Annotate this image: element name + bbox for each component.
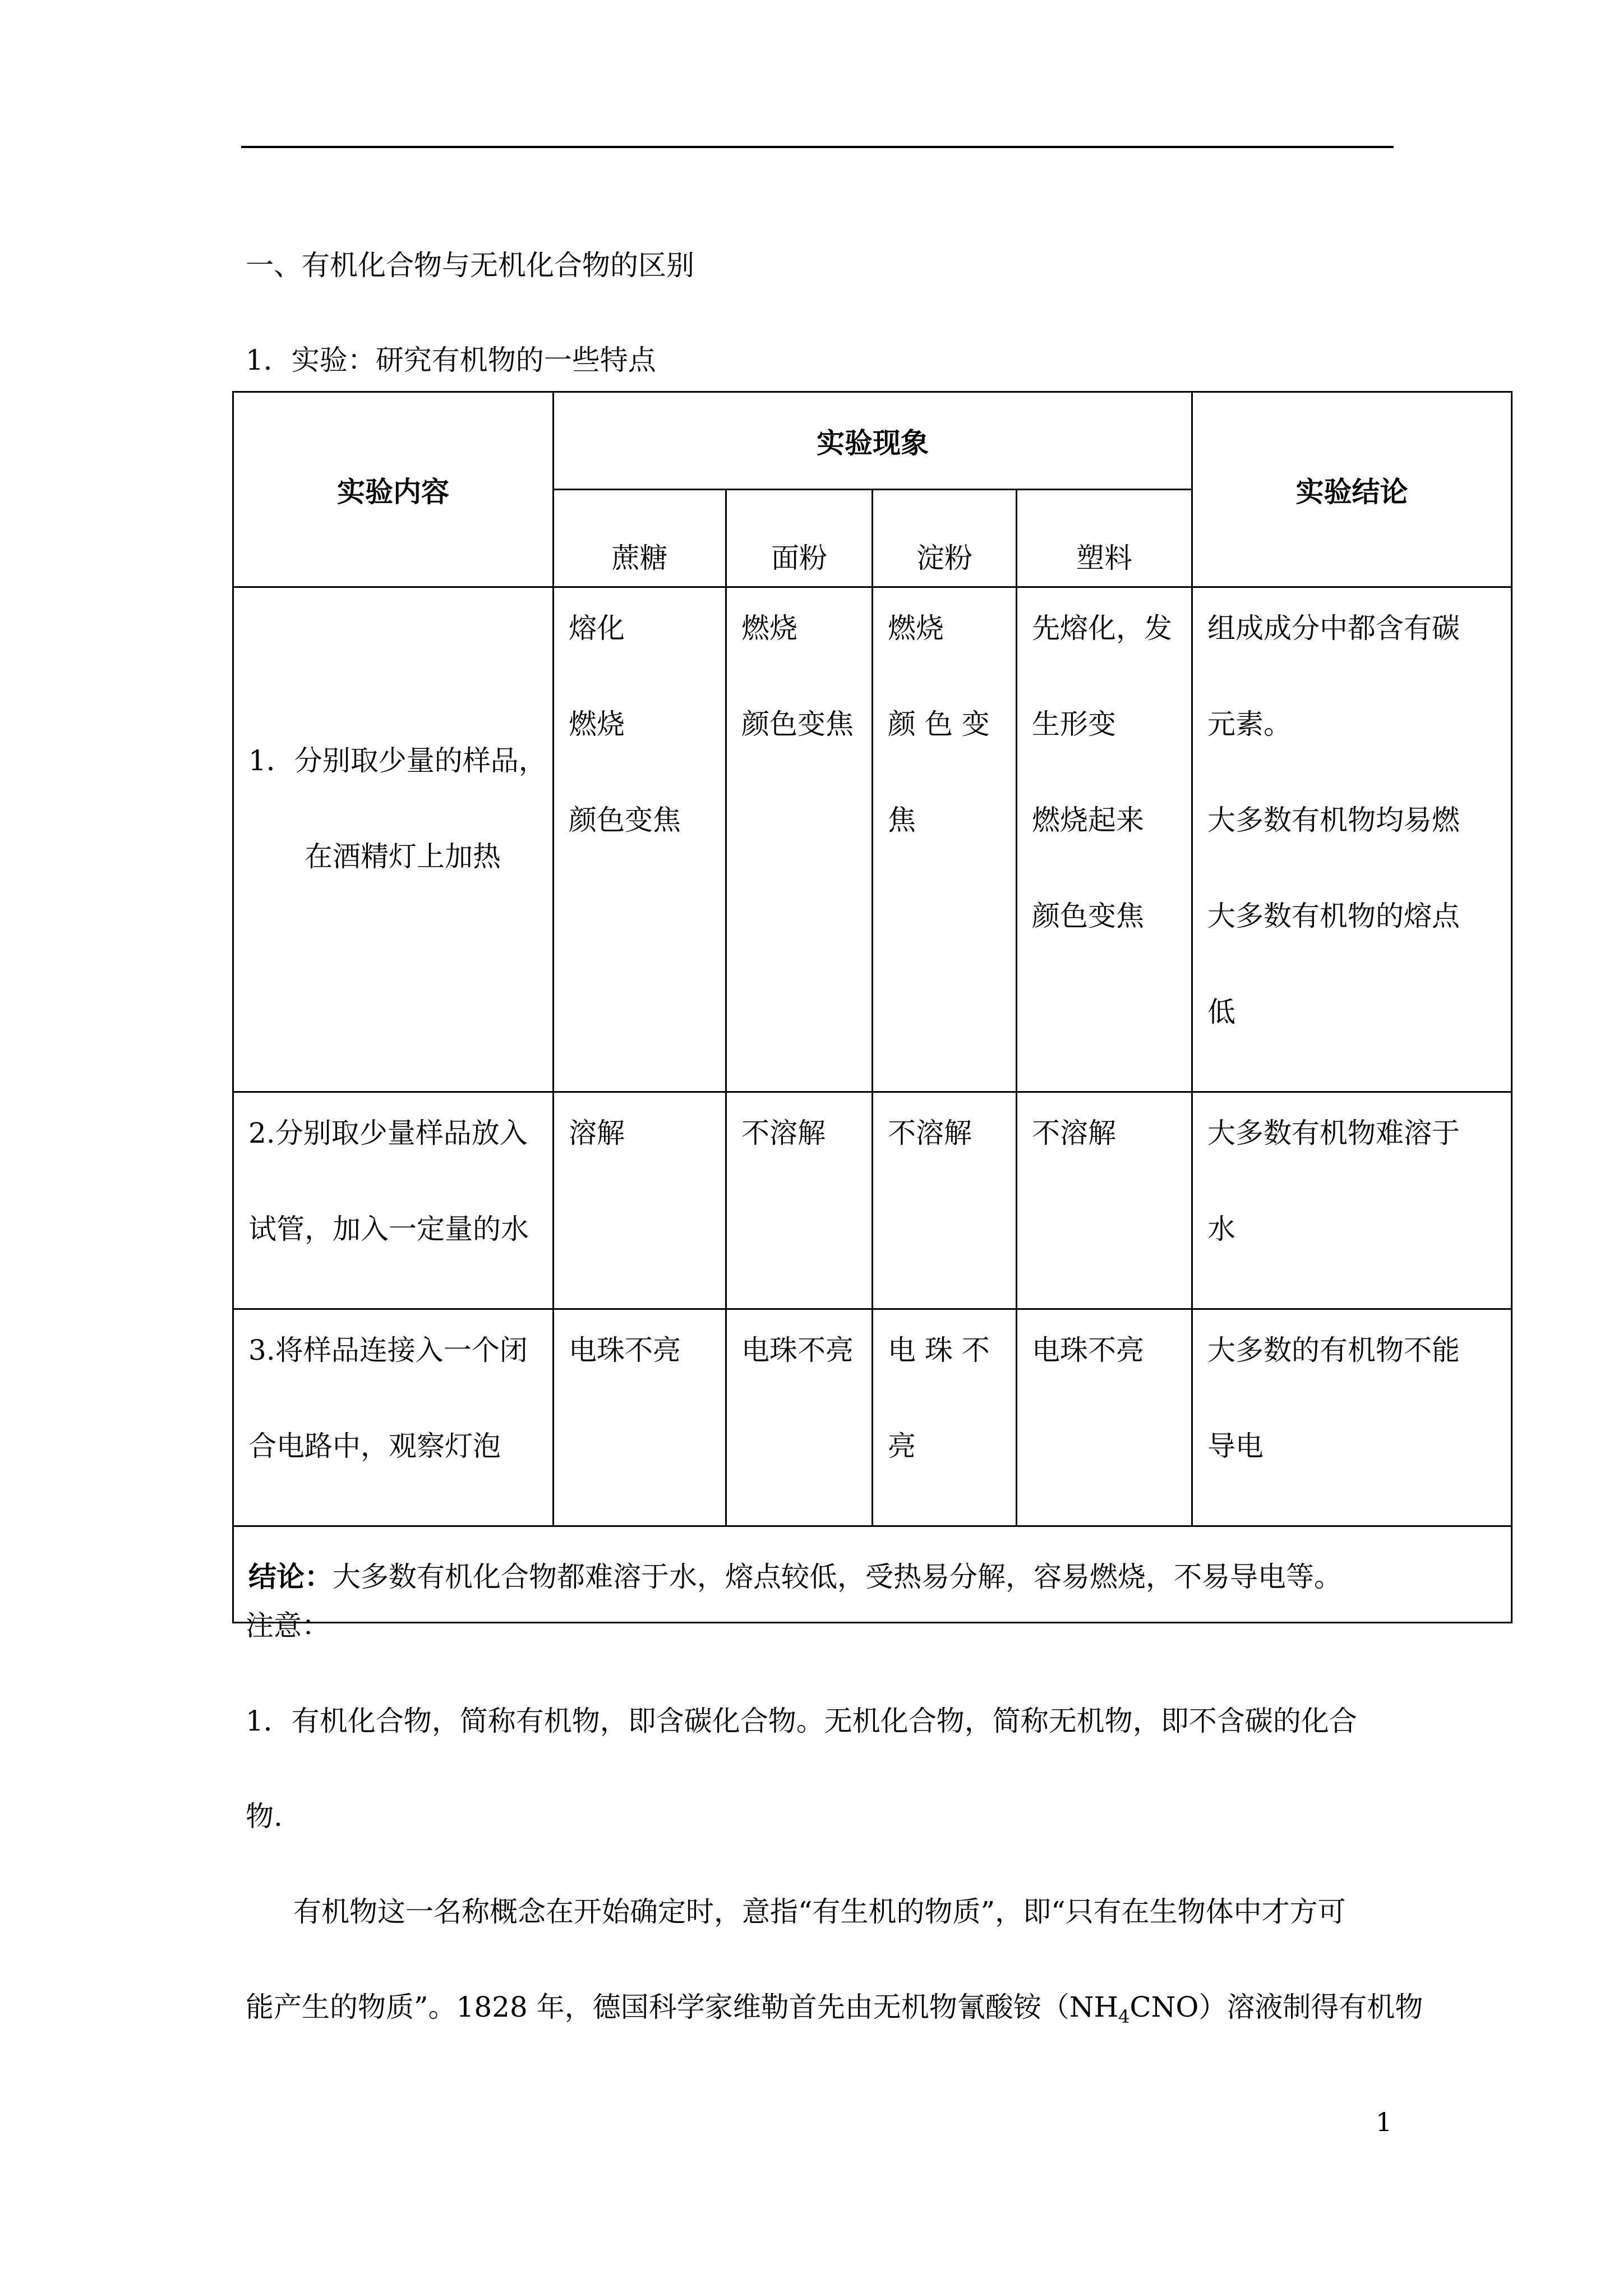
row-2-sucrose: 溶解 — [554, 1092, 726, 1309]
paragraph-line-2: 能产生的物质”。1828 年，德国科学家维勒首先由无机物氰酸铵$(NH_4CNO)$溶液制得有机物 — [246, 1991, 1423, 2027]
row-3-sucrose: 电珠不亮 — [554, 1309, 726, 1526]
summary-cell — [233, 1526, 1512, 1623]
row-3-flour: 电珠不亮 — [726, 1309, 873, 1526]
header-experiment-phenomena: 实验现象 — [554, 392, 1192, 490]
summary-text: 大多数有机化合物都难溶于水，熔点较低，受热易分解，容易燃烧，不易导电等。 — [333, 1560, 1342, 1593]
note-label: 注意： — [246, 1609, 330, 1642]
row-3-content: 3.将样品连接入一个闭 合电路中，观察灯泡 — [233, 1309, 554, 1526]
header-rule — [241, 146, 1394, 148]
row-1-plastic: 先熔化，发 生形变 燃烧起来 颜色变焦 — [1017, 587, 1192, 1092]
page-number: 1 — [1376, 2107, 1393, 2137]
row-3-conclusion: 大多数的有机物不能 导电 — [1192, 1309, 1512, 1526]
row-2-starch: 不溶解 — [873, 1092, 1017, 1309]
row-1-content: 1．分别取少量的样品， 在酒精灯上加热 — [233, 587, 554, 1092]
table-row — [233, 587, 1512, 1092]
row-1-conclusion: 组成成分中都含有碳 元素。 大多数有机物均易燃 大多数有机物的熔点 低 — [1192, 587, 1512, 1092]
experiment-title: 1．实验：研究有机物的一些特点 — [246, 344, 656, 376]
row-2-conclusion: 大多数有机物难溶于 水 — [1192, 1092, 1512, 1309]
row-3-starch: 电 珠 不 亮 — [873, 1309, 1017, 1526]
sample-starch: 淀粉 — [873, 490, 1017, 587]
subscript-4: 4 — [1118, 2006, 1130, 2027]
row-3-plastic: 电珠不亮 — [1017, 1309, 1192, 1526]
sample-sucrose: 蔗糖 — [554, 490, 726, 587]
sample-plastic: 塑料 — [1017, 490, 1192, 587]
note-1-line-2: 物. — [246, 1800, 283, 1833]
summary-row — [233, 1526, 1512, 1623]
header-experiment-conclusion: 实验结论 — [1192, 392, 1512, 587]
table-row — [233, 1092, 1512, 1309]
summary-label: 结论： — [248, 1559, 333, 1593]
paragraph-line-1: 有机物这一名称概念在开始确定时，意指“有生机的物质”，即“只有在生物体中才方可 — [293, 1895, 1346, 1928]
header-experiment-content: 实验内容 — [233, 392, 554, 587]
row-1-flour: 燃烧 颜色变焦 — [726, 587, 873, 1092]
row-2-content: 2.分别取少量样品放入 试管，加入一定量的水 — [233, 1092, 554, 1309]
experiment-table — [232, 391, 1513, 1623]
row-2-flour: 不溶解 — [726, 1092, 873, 1309]
row-1-sucrose: 熔化 燃烧 颜色变焦 — [554, 587, 726, 1092]
section-title: 一、有机化合物与无机化合物的区别 — [246, 249, 694, 282]
row-2-plastic: 不溶解 — [1017, 1092, 1192, 1309]
note-1-line-1: 1．有机化合物，简称有机物，即含碳化合物。无机化合物，简称无机物，即不含碳的化合 — [246, 1705, 1357, 1737]
table-row — [233, 1309, 1512, 1526]
row-1-starch: 燃烧 颜 色 变 焦 — [873, 587, 1017, 1092]
sample-flour: 面粉 — [726, 490, 873, 587]
